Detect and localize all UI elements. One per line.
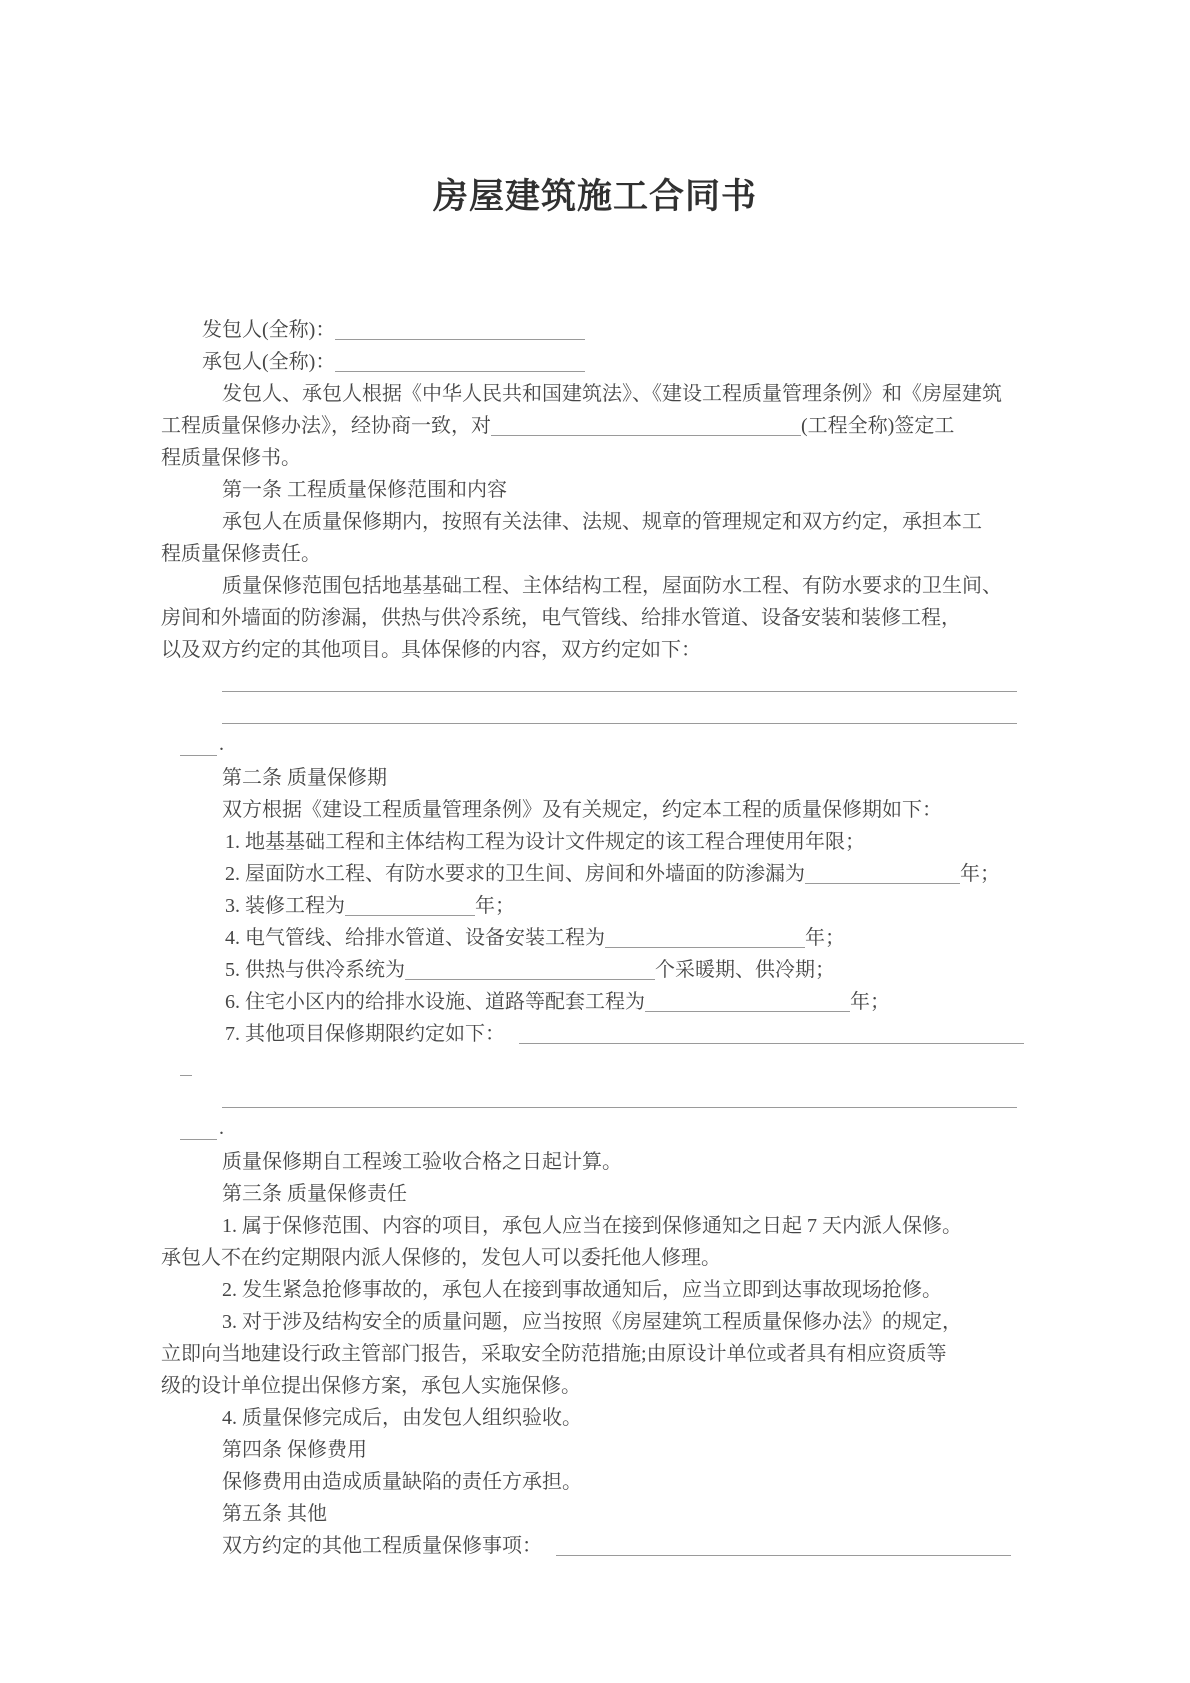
party-b-line <box>161 346 1021 378</box>
years-fill-in-blank <box>345 895 475 916</box>
article3-item3-line-3: 级的设计单位提出保修方案，承包人实施保修。 <box>161 1375 581 1397</box>
item-text-after: 年； <box>805 927 845 949</box>
warranty-period-item-6 <box>161 986 1021 1018</box>
warranty-period-item-1: 1. 地基基础工程和主体结构工程为设计文件规定的该工程合理使用年限； <box>225 831 865 853</box>
party-a-line <box>161 314 1021 346</box>
article3-item1-line-1: 1. 属于保修范围、内容的项目，承包人应当在接到保修通知之日起 7 天内派人保修。 <box>222 1215 962 1237</box>
warranty-period-item-5 <box>161 954 1021 986</box>
stray-dot: . <box>219 1117 224 1139</box>
article3-item3-line-1: 3. 对于涉及结构安全的质量问题，应当按照《房屋建筑工程质量保修办法》的规定， <box>222 1311 962 1333</box>
article3-item4: 4. 质量保修完成后，由发包人组织验收。 <box>222 1407 582 1429</box>
item-text: 2. 屋面防水工程、有防水要求的卫生间、房间和外墙面的防渗漏为 <box>225 863 805 885</box>
article1-heading: 第一条 工程质量保修范围和内容 <box>222 479 507 501</box>
intro-paragraph-line-3: 程质量保修书。 <box>161 447 301 469</box>
stray-underscore <box>180 1119 217 1140</box>
item-text: 7. 其他项目保修期限约定如下： <box>225 1023 505 1045</box>
item-text-after: 年； <box>475 895 515 917</box>
stray-underscore-mark-3 <box>161 1114 1021 1146</box>
fill-in-blank-line <box>222 1087 1017 1108</box>
article2-closing: 质量保修期自工程竣工验收合格之日起计算。 <box>222 1151 622 1173</box>
item-text: 6. 住宅小区内的给排水设施、道路等配套工程为 <box>225 991 645 1013</box>
article4-heading: 第四条 保修费用 <box>222 1439 367 1461</box>
warranty-period-item-2 <box>161 858 1021 890</box>
project-name-fill-in-blank <box>491 415 801 436</box>
intro-paragraph-line-2 <box>161 410 1021 442</box>
contract-body <box>0 314 1190 1562</box>
stray-underscore-mark-1 <box>161 730 1021 762</box>
article4-para: 保修费用由造成质量缺陷的责任方承担。 <box>222 1471 582 1493</box>
warranty-period-item-3 <box>161 890 1021 922</box>
fill-in-blank-line <box>222 671 1017 692</box>
article3-item3-line-2: 立即向当地建设行政主管部门报告，采取安全防范措施;由原设计单位或者具有相应资质等 <box>161 1343 947 1365</box>
party-a-fill-in-blank <box>335 319 585 340</box>
years-fill-in-blank <box>805 863 960 884</box>
warranty-content-blank-line-1 <box>161 666 1021 698</box>
years-fill-in-blank <box>605 927 805 948</box>
warranty-content-blank-line-2 <box>161 698 1021 730</box>
article5-heading: 第五条 其他 <box>222 1503 327 1525</box>
article3-item2: 2. 发生紧急抢修事故的，承包人在接到事故通知后，应当立即到达事故现场抢修。 <box>222 1279 942 1301</box>
item-text-after: 年； <box>960 863 1000 885</box>
item-text: 5. 供热与供冷系统为 <box>225 959 405 981</box>
contract-title: 房屋建筑施工合同书 <box>432 177 757 216</box>
article5-para <box>161 1530 1021 1562</box>
item-text: 4. 电气管线、给排水管道、设备安装工程为 <box>225 927 605 949</box>
other-matters-fill-in-blank <box>556 1535 1011 1556</box>
article5-label: 双方约定的其他工程质量保修事项： <box>222 1535 542 1557</box>
party-b-fill-in-blank <box>335 351 585 372</box>
years-fill-in-blank <box>645 991 850 1012</box>
article1-para2-line-1: 质量保修范围包括地基基础工程、主体结构工程，屋面防水工程、有防水要求的卫生间、 <box>222 575 1002 597</box>
article1-para2-line-2: 房间和外墙面的防渗漏，供热与供冷系统，电气管线、给排水管道、设备安装和装修工程， <box>161 607 961 629</box>
article2-heading: 第二条 质量保修期 <box>222 767 387 789</box>
item-text: 3. 装修工程为 <box>225 895 345 917</box>
article3-heading: 第三条 质量保修责任 <box>222 1183 407 1205</box>
article1-para2-line-3: 以及双方约定的其他项目。具体保修的内容，双方约定如下： <box>161 639 701 661</box>
stray-underscore <box>180 735 217 756</box>
article1-para1-line-1: 承包人在质量保修期内，按照有关法律、法规、规章的管理规定和双方约定，承担本工 <box>222 511 982 533</box>
article1-para1-line-2: 程质量保修责任。 <box>161 543 321 565</box>
intro-text-before-blank: 工程质量保修办法》，经协商一致，对 <box>161 415 491 437</box>
article2-intro: 双方根据《建设工程质量管理条例》及有关规定，约定本工程的质量保修期如下： <box>222 799 942 821</box>
article3-item1-line-2: 承包人不在约定期限内派人保修的，发包人可以委托他人修理。 <box>161 1247 721 1269</box>
stray-underscore <box>180 1055 192 1076</box>
periods-fill-in-blank <box>405 959 655 980</box>
party-b-label: 承包人(全称)： <box>202 351 336 373</box>
warranty-period-item-4 <box>161 922 1021 954</box>
stray-underscore-mark-2 <box>161 1050 1021 1082</box>
fill-in-blank-line <box>222 703 1017 724</box>
party-a-label: 发包人(全称)： <box>202 319 336 341</box>
intro-text-after-blank: (工程全称)签定工 <box>801 415 955 437</box>
item-text-after: 个采暖期、供冷期； <box>655 959 835 981</box>
item-text-after: 年； <box>850 991 890 1013</box>
other-items-fill-in-blank <box>519 1023 1024 1044</box>
warranty-period-item-7 <box>161 1018 1021 1050</box>
stray-dot: . <box>219 733 224 755</box>
intro-paragraph-line-1: 发包人、承包人根据《中华人民共和国建筑法》、《建设工程质量管理条例》和《房屋建筑 <box>222 383 1002 405</box>
other-items-blank-line <box>161 1082 1021 1114</box>
